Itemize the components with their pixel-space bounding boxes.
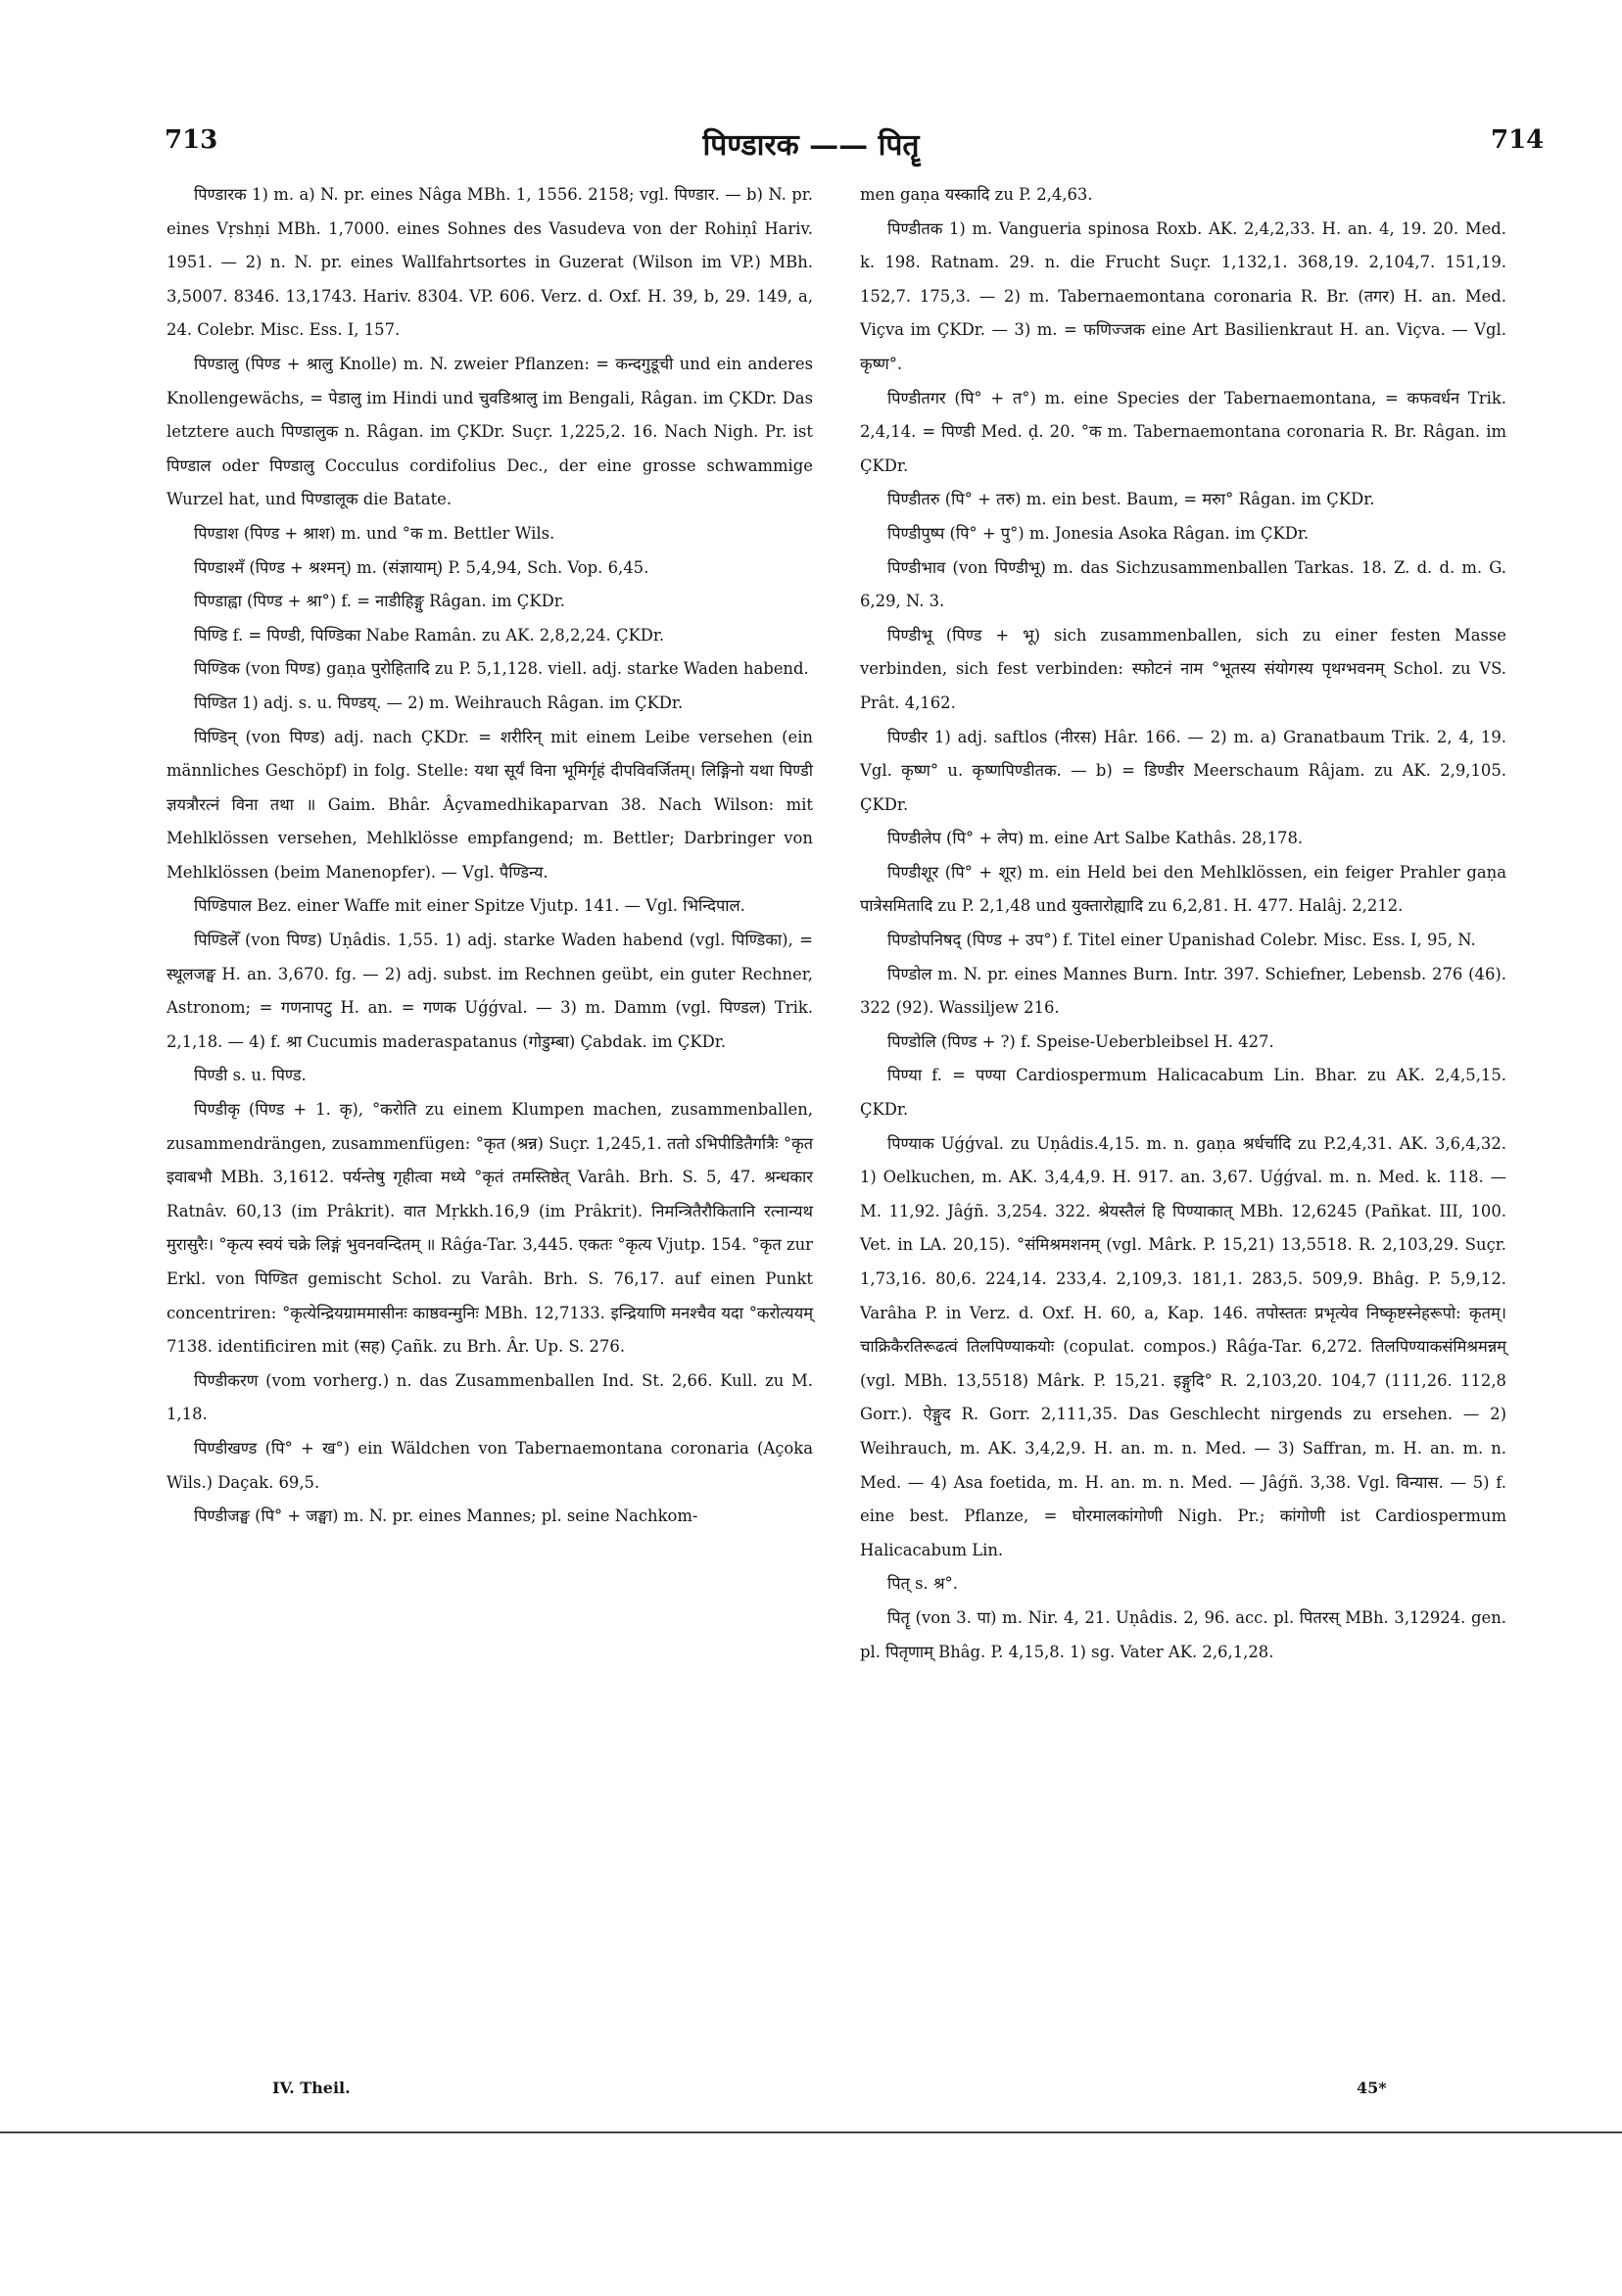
entry: पिण्डोल m. N. pr. eines Mannes Burn. Intr. 397. Schiefner, Lebensb. 276 (46). 322 (92). Wassiljew 216.: [860, 964, 1506, 1018]
page-number-right: 714: [1491, 125, 1545, 155]
entry: पिण्डीतरु (पि° + तरु) m. ein best. Baum, = मरुा° Râgan. im ÇKDr.: [887, 490, 1375, 509]
bottom-rule: [0, 2131, 1622, 2133]
signature-right: 45*: [1357, 2079, 1387, 2097]
entry: पिण्याक Uǵǵval. zu Uṇâdis.4,15. m. n. gaṇa श्रर्धर्चादि zu P.2,4,31. AK. 3,6,4,32. 1) Oelkuchen, m. AK. 3,4,4,9. H. 917. an. 3,67. Uǵǵval. m. n. Med. k. 118. — M. 11,92. Jâǵñ. 3,254. 322. श्रेयस्तैलं हि पिण्याकात् MBh. 12,6245 (Pañkat. III, 100. Vet. in LA. 20,15). °संमिश्रमशनम् (vgl. Mârk. P. 15,21) 13,5518. R. 2,103,29. Suçr. 1,73,16. 80,6. 224,14. 233,4. 2,109,3. 181,1. 283,5. 509,9. Bhâg. P. 5,9,12. Varâha P. in Verz. d. Oxf. H. 60, a, Kap. 146. तपोस्ततः प्रभृत्येव निष्कृष्टस्नेहरूपो: कृतम्। चाक्रिकैरतिरूढत्वं तिलपिण्याकयोः (copulat. compos.) Râǵa-Tar. 6,272. तिलपिण्याकसंमिश्रमन्नम् (vgl. MBh. 13,5518) Mârk. P. 15,21. इङ्गुदि° R. 2,103,20. 104,7 (111,26. 112,8 Gorr.). ऐङ्गुद R. Gorr. 2,111,35. Das Geschlecht nirgends zu ersehen. — 2) Weihrauch, m. AK. 3,4,2,9. H. an. m. n. Med. — 3) Saffran, m. H. an. m. n. Med. — 4) Asa foetida, m. H. an. m. n. Med. — Jâǵñ. 3,38. Vgl. विन्यास. — 5) f. eine best. Pflanze, = घोरमालकांगोणी Nigh. Pr.; कांगोणी ist Cardiospermum Halicacabum Lin.: [860, 1133, 1506, 1559]
entry: पिण्डिक (von पिण्ड) gaṇa पुरोहितादि zu P. 5,1,128. viell. adj. starke Waden habend.: [194, 659, 809, 679]
left-column: [167, 178, 813, 1534]
page-number-left: 713: [165, 125, 218, 155]
entry: पित् s. श्र°.: [887, 1574, 958, 1594]
entry: पिण्डीतक 1) m. Vangueria spinosa Roxb. AK. 2,4,2,33. H. an. 4, 19. 20. Med. k. 198. Ratnam. 29. n. die Frucht Suçr. 1,132,1. 368,19. 2,104,7. 151,19. 152,7. 175,3. — 2) m. Tabernaemontana coronaria R. Br. (तगर) H. an. Med. Viçva im ÇKDr. — 3) m. = फणिज्जक eine Art Basilienkraut H. an. Viçva. — Vgl. कृष्ण°.: [860, 218, 1506, 373]
entry: पिण्या f. = पण्या Cardiospermum Halicacabum Lin. Bhar. zu AK. 2,4,5,15. ÇKDr.: [860, 1066, 1506, 1120]
entry: पिण्डीकरण (vom vorherg.) n. das Zusammenballen Ind. St. 2,66. Kull. zu M. 1,18.: [167, 1370, 813, 1424]
entry: पिण्डोलि (पिण्ड + ?) f. Speise-Ueberbleibsel H. 427.: [887, 1031, 1274, 1051]
entry: पिण्डीकृ (पिण्ड + 1. कृ), °करोति zu einem Klumpen machen, zusammenballen, zusammendrängen, zusammenfügen: °कृत (श्रन्न) Suçr. 1,245,1. ततो ऽभिपीडितैर्गात्रैः °कृत इवाबभौ MBh. 3,1612. पर्यन्तेषु गृहीत्वा मध्ये °कृतं तमस्तिष्ठेत् Varâh. Brh. S. 5, 47. श्रन्धकार Ratnâv. 60,13 (im Prâkrit). वात Mṛkkh.16,9 (im Prâkrit). निमन्त्रितैरौकितानि रत्नान्यथ मुरासुरैः। °कृत्य स्वयं चक्रे लिङ्गं भुवनवन्दितम् ॥ Râǵa-Tar. 3,445. एकतः °कृत्य Vjutp. 154. °कृत zur Erkl. von पिण्डित gemischt Schol. zu Varâh. Brh. S. 76,17. auf einen Punkt concentriren: °कृत्येन्द्रियग्राममासीनः काष्ठवन्मुनिः MBh. 12,7133. इन्द्रियाणि मनश्चैव यदा °करोत्ययम् 7138. identificiren mit (सह) Çañk. zu Brh. Âr. Up. S. 276.: [167, 1100, 813, 1357]
entry: पिण्डीतगर (पि° + त°) m. eine Species der Tabernaemontana, = कफवर्धन Trik. 2,4,14. = पिण्डी Med. ḍ. 20. °क m. Tabernaemontana coronaria R. Br. Râgan. im ÇKDr.: [860, 388, 1506, 475]
running-title: पिण्डारक —— पितॄ: [702, 128, 920, 163]
entry: पिण्डाह्वा (पिण्ड + श्रा°) f. = नाडीहिङ्गु Râgan. im ÇKDr.: [194, 592, 565, 611]
entry: पिण्डालु (पिण्ड + श्रालु Knolle) m. N. zweier Pflanzen: = कन्दगुडूची und ein anderes Knollengewächs, = पेडालु im Hindi und चुवडिश्रालु im Bengali, Râgan. im ÇKDr. Das letztere auch पिण्डालुक n. Râgan. im ÇKDr. Suçr. 1,225,2. 16. Nach Nigh. Pr. ist पिण्डाल oder पिण्डालु Cocculus cordifolius Dec., der eine grosse schwammige Wurzel hat, und पिण्डालूक die Batate.: [167, 354, 813, 509]
entry: पिण्डीभू (पिण्ड + भू) sich zusammenballen, sich zu einer festen Masse verbinden, sich fest verbinden: स्फोटनं नाम °भूतस्य संयोगस्य पृथग्भवनम् Schol. zu VS. Prât. 4,162.: [860, 625, 1506, 712]
entry: पिण्डी s. u. पिण्ड.: [194, 1066, 307, 1085]
entry: पिण्डोपनिषद् (पिण्ड + उप°) f. Titel einer Upanishad Colebr. Misc. Ess. I, 95, N.: [887, 931, 1476, 950]
signature-left: IV. Theil.: [272, 2079, 351, 2097]
entry: पिण्डीजङ्घ (पि° + जङ्घा) m. N. pr. eines Mannes; pl. seine Nachkom-: [194, 1507, 698, 1526]
entry: पिण्डीलेप (पि° + लेप) m. eine Art Salbe Kathâs. 28,178.: [887, 829, 1304, 848]
entry: पिण्डारक 1) m. a) N. pr. eines Nâga MBh. 1, 1556. 2158; vgl. पिण्डार. — b) N. pr. eines Vṛshṇi MBh. 1,7000. eines Sohnes des Vasudeva von der Rohiṇî Hariv. 1951. — 2) n. N. pr. eines Wallfahrtsortes in Guzerat (Wilson im VP.) MBh. 3,5007. 8346. 13,1743. Hariv. 8304. VP. 606. Verz. d. Oxf. H. 39, b, 29. 149, a, 24. Colebr. Misc. Ess. I, 157.: [167, 185, 813, 340]
entry: पिण्डि f. = पिण्डी, पिण्डिका Nabe Ramân. zu AK. 2,8,2,24. ÇKDr.: [194, 625, 665, 645]
entry: पिण्डित 1) adj. s. u. पिण्डय्. — 2) m. Weihrauch Râgan. im ÇKDr.: [194, 693, 684, 712]
entry: पितॄ (von 3. पा) m. Nir. 4, 21. Uṇâdis. 2, 96. acc. pl. पितरस् MBh. 3,12924. gen. pl. पितृणाम् Bhâg. P. 4,15,8. 1) sg. Vater AK. 2,6,1,28.: [860, 1607, 1506, 1661]
entry: पिण्डिन् (von पिण्ड) adj. nach ÇKDr. = शरीरिन् mit einem Leibe versehen (ein männliches Geschöpf) in folg. Stelle: यथा सूर्यं विना भूमिर्गृहं दीपविवर्जितम्। लिङ्गिनो यथा पिण्डी ज्ञयत्रौरत्नं विना तथा ॥ Gaim. Bhâr. Âçvamedhikaparvan 38. Nach Wilson: mit Mehlklössen versehen, Mehlklösse empfangend; m. Bettler; Darbringer von Mehlklössen (beim Manenopfer). — Vgl. पैण्डिन्य.: [167, 727, 813, 882]
entry: पिण्डाश (पिण्ड + श्राश) m. und °क m. Bettler Wils.: [194, 523, 555, 543]
entry: पिण्डिपाल Bez. einer Waffe mit einer Spitze Vjutp. 141. — Vgl. भिन्दिपाल.: [194, 896, 745, 916]
entry: पिण्डीर 1) adj. saftlos (नीरस) Hâr. 166. — 2) m. a) Granatbaum Trik. 2, 4, 19. Vgl. कृष्ण° u. कृष्णपिण्डीतक. — b) = डिण्डीर Meerschaum Râjam. zu AK. 2,9,105. ÇKDr.: [860, 727, 1506, 814]
entry: पिण्डाश्मँ (पिण्ड + श्रश्मन्) m. (संज्ञायाम्) P. 5,4,94, Sch. Vop. 6,45.: [194, 557, 649, 577]
entry: पिण्डीपुष्प (पि° + पु°) m. Jonesia Asoka Râgan. im ÇKDr.: [887, 523, 1310, 543]
entry: men gaṇa यस्कादि zu P. 2,4,63.: [860, 185, 1093, 204]
entry: पिण्डीशूर (पि° + शूर) m. ein Held bei den Mehlklössen, ein feiger Prahler gaṇa पात्रेसमितादि zu P. 2,1,48 und युक्तारोह्यादि zu 6,2,81. H. 477. Halâj. 2,212.: [860, 862, 1506, 916]
entry: पिण्डीभाव (von पिण्डीभू) m. das Sichzusammenballen Tarkas. 18. Z. d. d. m. G. 6,29, N. 3.: [860, 557, 1506, 611]
entry: पिण्डीखण्ड (पि° + ख°) ein Wäldchen von Tabernaemontana coronaria (Açoka Wils.) Daçak. 69,5.: [167, 1438, 813, 1492]
entry: पिण्डिलेँ (von पिण्ड) Uṇâdis. 1,55. 1) adj. starke Waden habend (vgl. पिण्डिका), = स्थूलजङ्घ H. an. 3,670. fg. — 2) adj. subst. im Rechnen geübt, ein guter Rechner, Astronom; = गणनापटु H. an. = गणक Uǵǵval. — 3) m. Damm (vgl. पिण्डल) Trik. 2,1,18. — 4) f. श्रा Cucumis maderaspatanus (गोडुम्बा) Çabdak. im ÇKDr.: [167, 931, 813, 1051]
right-column: [860, 178, 1506, 1669]
